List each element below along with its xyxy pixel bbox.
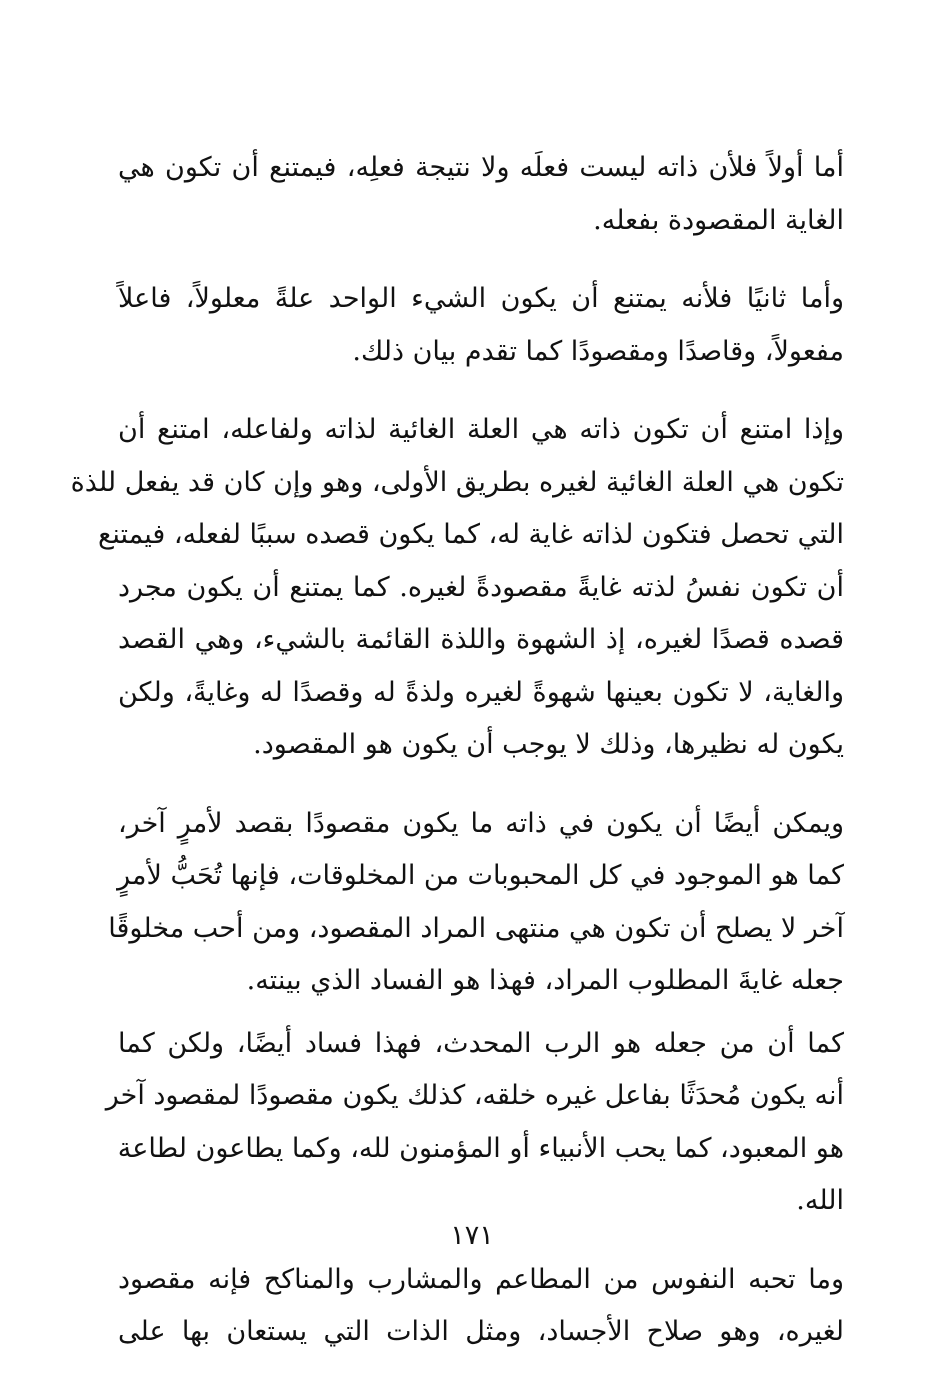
- text-line: كما أن من جعله هو الرب المحدث، فهذا فساد أيضًا، ولكن كما: [118, 1027, 844, 1059]
- text-line: وأما ثانيًا فلأنه يمتنع أن يكون الشيء الواحد علةً معلولاً، فاعلاً: [118, 283, 844, 314]
- text-line: يكون له نظيرها، وذلك لا يوجب أن يكون هو المقصود.: [253, 729, 844, 760]
- text-line: لغيره، وهو صلاح الأجساد، ومثل الذات التي يستعان بها على: [118, 1316, 844, 1347]
- text-line: مفعولاً، وقاصدًا ومقصودًا كما تقدم بيان ذلك.: [352, 335, 844, 367]
- text-line: قصده قصدًا لغيره، إذ الشهوة واللذة القائمة بالشيء، وهي القصد: [118, 624, 844, 655]
- text-line: آخر لا يصلح أن تكون هي منتهى المراد المقصود، ومن أحب مخلوقًا: [108, 912, 844, 944]
- text-line: تكون هي العلة الغائية لغيره بطريق الأولى، وهو وإن كان قد يفعل للذة: [70, 466, 844, 498]
- paragraph-4: [108, 798, 844, 1008]
- text-line: الغاية المقصودة بفعله.: [593, 204, 844, 236]
- text-line: أما أولاً فلأن ذاته ليست فعلَه ولا نتيجة فعلِه، فيمتنع أن تكون هي: [118, 152, 844, 183]
- paragraph-1: [118, 142, 844, 247]
- text-line: وإذا امتنع أن تكون ذاته هي العلة الغائية لذاته ولفاعله، امتنع أن: [118, 414, 844, 445]
- text-line: جعله غايةَ المطلوب المراد، فهذا هو الفساد الذي بينته.: [246, 965, 844, 996]
- paragraph-2: [118, 273, 844, 378]
- text-line: والغاية، لا تكون بعينها شهوةً لغيره ولذةً له وقصدًا له وغايةً، ولكن: [118, 676, 844, 708]
- text-line: وما تحبه النفوس من المطاعم والمشارب والمناكح فإنه مقصود: [118, 1263, 844, 1295]
- page-body: [70, 142, 844, 1359]
- text-line: الله.: [796, 1185, 844, 1216]
- text-line: أن تكون نفسُ لذته غايةً مقصودةً لغيره. كما يمتنع أن يكون مجرد: [118, 571, 844, 603]
- text-line: ويمكن أيضًا أن يكون في ذاته ما يكون مقصودًا بقصد لأمرٍ آخر،: [118, 807, 844, 839]
- text-line: هو المعبود، كما يحب الأنبياء أو المؤمنون لله، وكما يطاعون لطاعة: [117, 1132, 844, 1164]
- paragraph-6: [118, 1254, 844, 1359]
- paragraph-3: [70, 404, 844, 772]
- text-line: التي تحصل فتكون لذاته غاية له، كما يكون قصده سببًا لفعله، فيمتنع: [97, 519, 844, 550]
- page-number: ١٧١: [450, 1220, 494, 1251]
- text-line: كما هو الموجود في كل المحبوبات من المخلوقات، فإنها تُحَبُّ لأمرٍ: [117, 860, 844, 891]
- paragraph-5: [105, 1018, 844, 1228]
- text-line: أنه يكون مُحدَثًا بفاعل غيره خلقه، كذلك يكون مقصودًا لمقصود آخر: [105, 1080, 844, 1111]
